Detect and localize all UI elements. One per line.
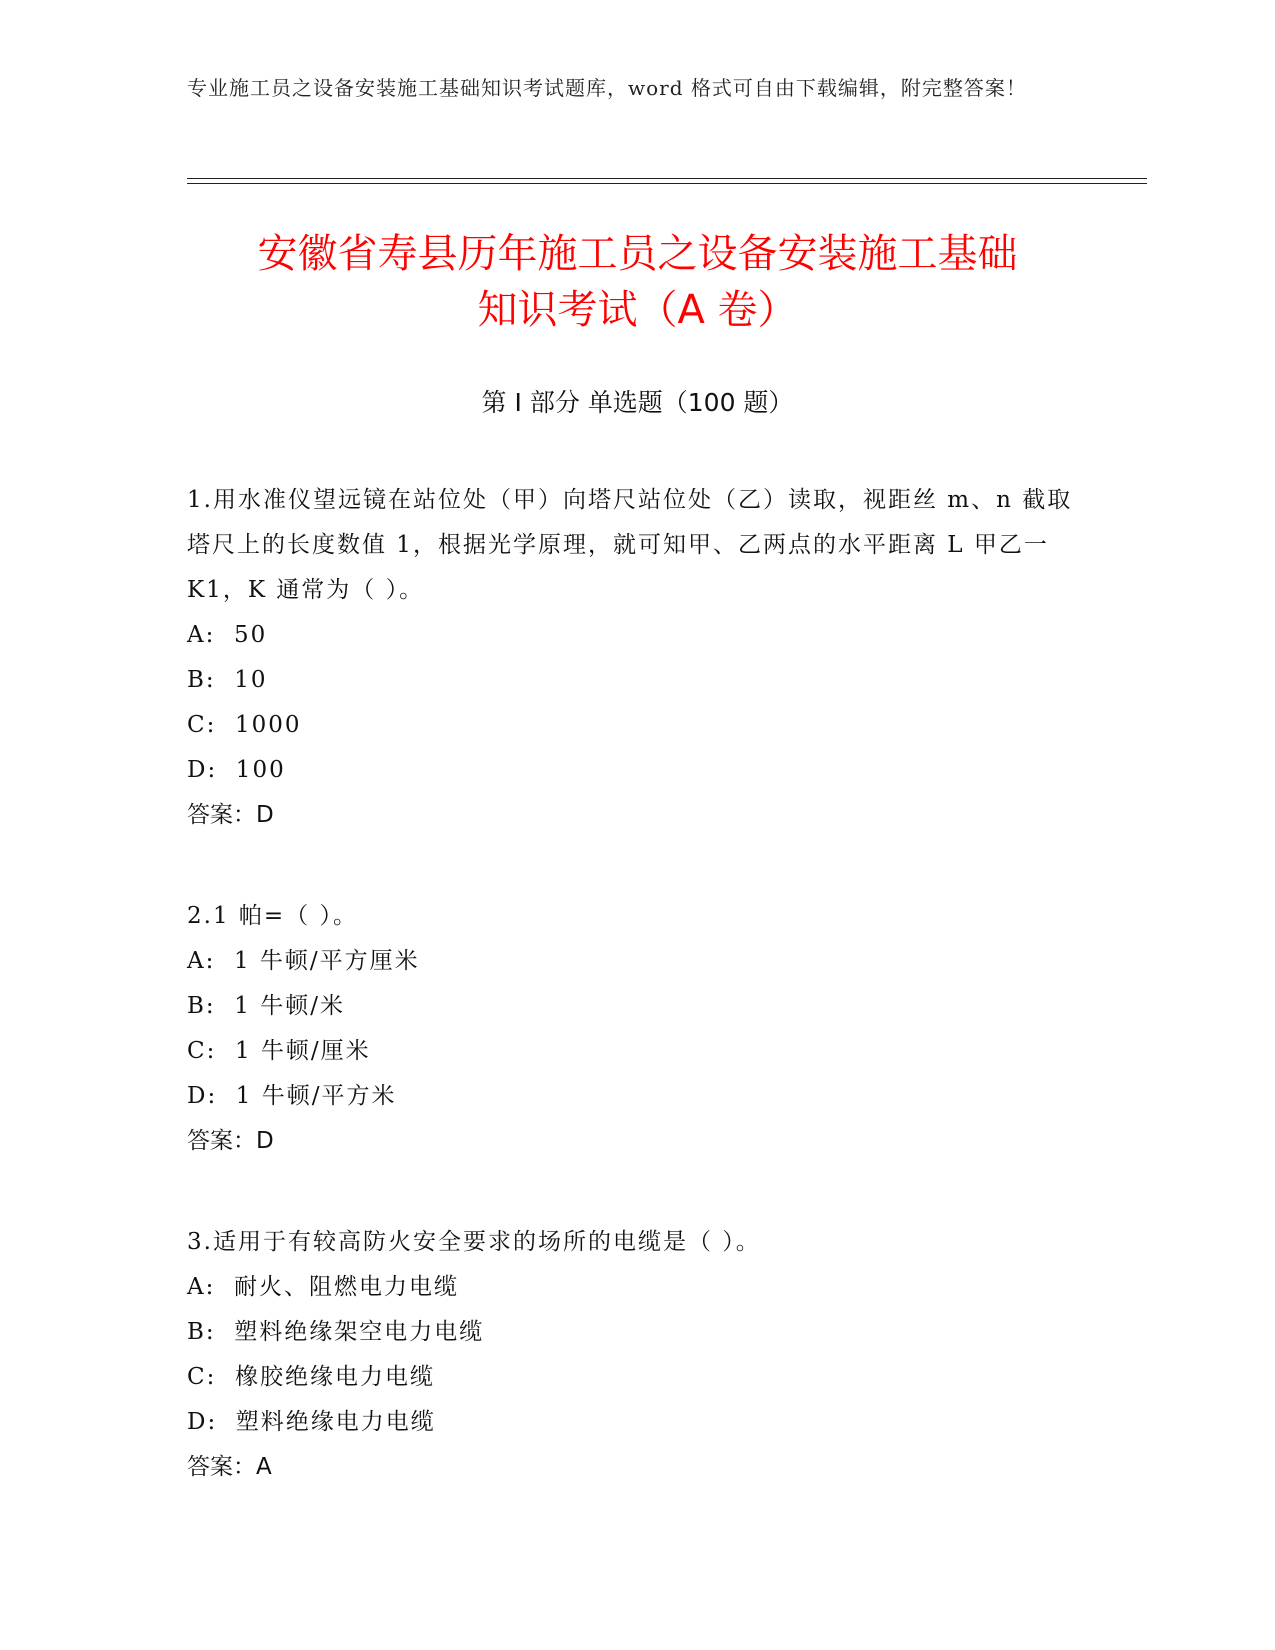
question-stem: 3.适用于有较高防火安全要求的场所的电缆是（ ）。 bbox=[187, 1229, 761, 1255]
header-note: 专业施工员之设备安装施工基础知识考试题库，word 格式可自由下载编辑，附完整答案！ bbox=[187, 76, 1027, 100]
option-c: C: 橡胶绝缘电力电缆 bbox=[187, 1364, 435, 1390]
option-d: D: 1 牛顿/平方米 bbox=[187, 1083, 397, 1109]
option-d: D: 塑料绝缘电力电缆 bbox=[187, 1409, 436, 1435]
option-c: C: 1 牛顿/厘米 bbox=[187, 1038, 371, 1064]
option-b: B: 1 牛顿/米 bbox=[187, 993, 345, 1019]
question-list bbox=[187, 478, 1087, 1546]
option-a: A: 50 bbox=[187, 622, 268, 648]
header-divider-top bbox=[187, 178, 1147, 179]
answer: 答案：A bbox=[187, 1454, 272, 1480]
option-b: B: 塑料绝缘架空电力电缆 bbox=[187, 1319, 485, 1345]
question-stem: 1.用水准仪望远镜在站位处（甲）向塔尺站位处（乙）读取，视距丝 m、n 截取塔尺上的长度数值 1，根据光学原理，就可知甲、乙两点的水平距离 L 甲乙一 K1，K 通常为（ ）。 bbox=[187, 487, 1073, 603]
document-title bbox=[150, 226, 1125, 338]
question-1 bbox=[187, 478, 1087, 838]
title-line-2: 知识考试（A 卷） bbox=[477, 287, 798, 333]
option-a: A: 耐火、阻燃电力电缆 bbox=[187, 1274, 459, 1300]
section-heading: 第 I 部分 单选题（100 题） bbox=[481, 388, 794, 417]
option-d: D: 100 bbox=[187, 757, 286, 783]
option-c: C: 1000 bbox=[187, 712, 302, 738]
option-b: B: 10 bbox=[187, 667, 268, 693]
answer: 答案：D bbox=[187, 1128, 274, 1154]
question-3 bbox=[187, 1220, 1087, 1490]
title-line-1: 安徽省寿县历年施工员之设备安装施工基础 bbox=[257, 231, 1018, 277]
question-stem: 2.1 帕=（ ）。 bbox=[187, 903, 358, 929]
answer: 答案：D bbox=[187, 802, 274, 828]
question-2 bbox=[187, 894, 1087, 1164]
option-a: A: 1 牛顿/平方厘米 bbox=[187, 948, 420, 974]
header-divider-bottom bbox=[187, 183, 1147, 184]
